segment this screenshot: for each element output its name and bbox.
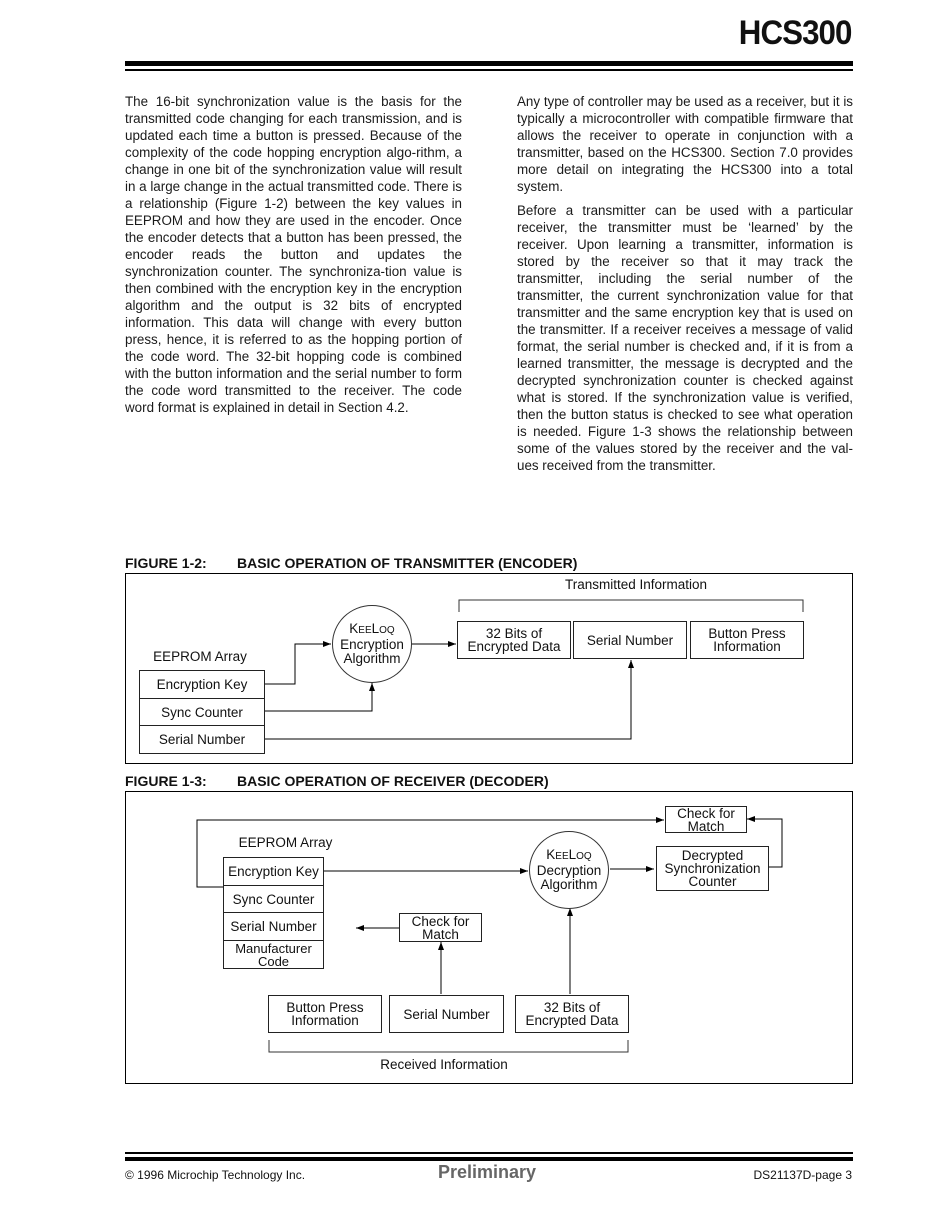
keeloq-decryption-algorithm: KEELOQ Decryption Algorithm [529, 831, 609, 909]
figure-number: FIGURE 1-3: [125, 773, 207, 789]
preliminary-label: Preliminary [438, 1162, 537, 1182]
eeprom-array-label: EEPROM Array [238, 835, 333, 850]
copyright: © 1996 Microchip Technology Inc. [125, 1168, 306, 1182]
footer-rule-thin [125, 1152, 853, 1154]
received-encrypted-data: 32 Bits of Encrypted Data [515, 995, 629, 1033]
eeprom-serial-number: Serial Number [223, 912, 324, 941]
keeloq-brand: KEELOQ [546, 847, 592, 862]
eeprom-array-label: EEPROM Array [153, 649, 247, 664]
received-information-label: Received Information [380, 1057, 508, 1072]
document-title: HCS300 [739, 14, 852, 52]
check-for-match-serial: Check for Match [399, 913, 482, 942]
eeprom-manufacturer-code: Manufacturer Code [223, 940, 324, 969]
received-serial-number: Serial Number [389, 995, 504, 1033]
eeprom-encryption-key: Encryption Key [223, 857, 324, 886]
output-serial-number: Serial Number [573, 621, 687, 659]
output-encrypted-data: 32 Bits of Encrypted Data [457, 621, 571, 659]
figure-1-2-caption [125, 555, 577, 571]
eeprom-sync-counter: Sync Counter [139, 698, 265, 726]
eeprom-encryption-key: Encryption Key [139, 670, 265, 699]
keeloq-encryption-algorithm: KEELOQ Encryption Algorithm [332, 605, 412, 683]
page-number: DS21137D-page 3 [753, 1168, 852, 1182]
figure-1-2 [125, 573, 853, 764]
paragraph: The 16-bit synchronization value is the basis for the transmitted code changing for each transmission, and is updated each time a button is pressed. Because of the complexity of the code hopping encryption algo-rithm, a change in one bit of the synchronization value will result in a large change in the actual transmitted code. There is a relationship (Figure 1-2) between the key values in EEPROM and how they are used in the encoder. Once the encoder detects that a button has been pressed, the encoder reads the button and updates the synchronization counter. The synchroniza-tion value is then combined with the encryption key in the encryption algorithm and the output is 32 bits of encrypted information. This data will change with every button press, hence, it is referred to as the hopping portion of the code word. The 32-bit hopping code is combined with the button information and the serial number to form the code word transmitted to the receiver. The code word format is explained in detail in Section 4.2. [125, 94, 462, 415]
keeloq-brand: KEELOQ [349, 621, 395, 636]
figure-title: BASIC OPERATION OF RECEIVER (DECODER) [237, 773, 549, 789]
figure-1-3 [125, 791, 853, 1084]
decrypted-synchronization-counter: Decrypted Synchronization Counter [656, 846, 769, 891]
eeprom-sync-counter: Sync Counter [223, 885, 324, 913]
figure-number: FIGURE 1-2: [125, 555, 207, 571]
eeprom-serial-number: Serial Number [139, 725, 265, 754]
received-button-press-information: Button Press Information [268, 995, 382, 1033]
left-column [125, 93, 462, 423]
transmitted-information-label: Transmitted Information [564, 577, 708, 592]
right-column [517, 93, 853, 481]
check-for-match-sync: Check for Match [665, 806, 747, 833]
output-button-press-information: Button Press Information [690, 621, 804, 659]
figure-title: BASIC OPERATION OF TRANSMITTER (ENCODER) [237, 555, 578, 571]
figure-1-3-caption [125, 773, 549, 789]
header-rule-thick [125, 61, 853, 66]
paragraph: Any type of controller may be used as a receiver, but it is typically a microcontroller with compatible firmware that allows the receiver to operate in conjunction with a transmitter, based on the HCS300. Section 7.0 provides more detail on integrating the HCS300 into a total system. [517, 94, 853, 194]
header-rule-thin [125, 69, 853, 71]
paragraph: Before a transmitter can be used with a particular receiver, the transmitter must be ‘learned’ by the receiver. Upon learning a transmitter, information is stored by the receiver so that it may track the transmitter, including the serial number of the transmitter, the current synchronization value for that transmitter and the same encryption key that is used on the transmitter. If a receiver receives a message of valid format, the serial number is checked and, if it is from a learned transmitter, the message is decrypted and the decrypted synchronization counter is checked against what is stored. If the synchronization value is verified, then the button status is checked to see what operation is needed. Figure 1-3 shows the relationship between some of the values stored by the receiver and the val-ues received from the transmitter. [517, 203, 853, 473]
footer-rule-thick [125, 1157, 853, 1161]
